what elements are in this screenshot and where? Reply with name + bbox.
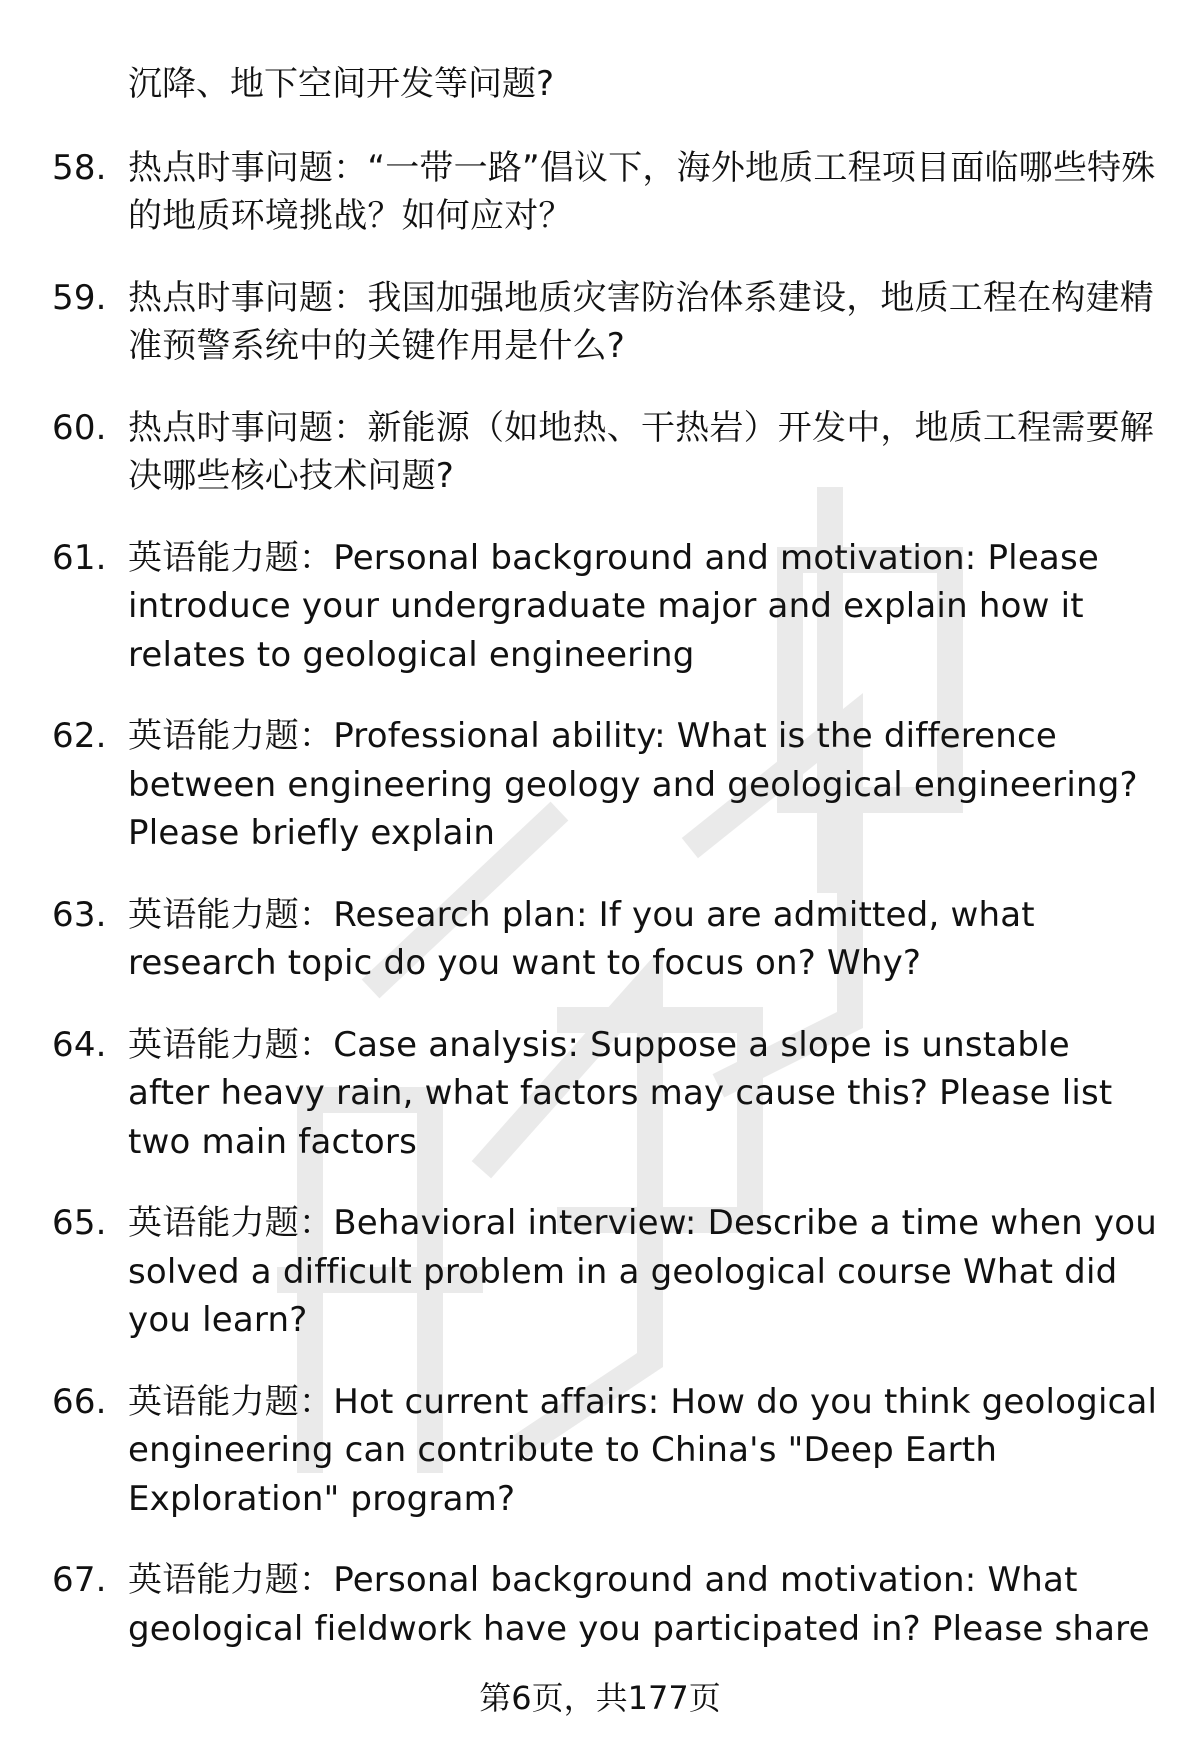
list-item <box>52 891 1162 988</box>
item-category: 英语能力题： <box>128 1024 334 1065</box>
list-item <box>52 1021 1162 1167</box>
item-number: 61. <box>52 537 107 578</box>
item-number: 58. <box>52 147 107 188</box>
item-text: 我国加强地质灾害防治体系建设，地质工程在构建精准预警系统中的关键作用是什么? <box>128 277 1155 366</box>
item-number: 59. <box>52 277 107 318</box>
list-item <box>52 1556 1162 1653</box>
item-text: Personal background and motivation: What geological fieldwork have you participated in? Please share <box>128 1560 1150 1649</box>
list-item <box>52 534 1162 680</box>
item-text: Personal background and motivation: Please introduce your undergraduate major and explain how it relates to geological engineering <box>128 537 1099 675</box>
question-list <box>52 60 1162 1653</box>
item-text: “一带一路”倡议下，海外地质工程项目面临哪些特殊的地质环境挑战？如何应对？ <box>128 147 1156 236</box>
item-category: 热点时事问题： <box>128 147 368 188</box>
list-item <box>52 404 1162 501</box>
item-category: 英语能力题： <box>128 537 334 578</box>
item-category: 英语能力题： <box>128 716 334 756</box>
item-number: 66. <box>52 1381 107 1422</box>
list-item <box>52 274 1162 371</box>
item-text: Research plan: If you are admitted, what research topic do you want to focus on? Why? <box>128 894 1035 983</box>
list-item <box>52 1378 1162 1524</box>
list-item <box>52 144 1162 241</box>
page-number-footer: 第6页，共177页 <box>479 1679 721 1717</box>
item-category: 英语能力题： <box>128 1381 334 1422</box>
item-category: 热点时事问题： <box>128 407 368 448</box>
item-text: Professional ability: What is the difference between engineering geology and geological engineering? Please briefly explain <box>128 716 1138 853</box>
item-number: 60. <box>52 407 107 448</box>
list-item <box>52 1199 1162 1345</box>
item-number: 63. <box>52 894 107 935</box>
list-item <box>52 712 1162 858</box>
item-category: 英语能力题： <box>128 1203 334 1243</box>
item-text: Behavioral interview: Describe a time when you solved a difficult problem in a geological course What did you learn? <box>128 1203 1157 1340</box>
item-number: 62. <box>52 716 107 756</box>
item-text: 新能源（如地热、干热岩）开发中，地质工程需要解决哪些核心技术问题? <box>128 407 1155 496</box>
item-text: Case analysis: Suppose a slope is unstable after heavy rain, what factors may cause this? Please list two main factors <box>128 1024 1113 1162</box>
item-category: 热点时事问题： <box>128 277 368 318</box>
item-number: 64. <box>52 1024 107 1065</box>
item-category: 英语能力题： <box>128 1560 334 1600</box>
item-number: 67. <box>52 1560 107 1600</box>
item-number: 65. <box>52 1203 107 1243</box>
item-category: 英语能力题： <box>128 894 334 935</box>
item-text: Hot current affairs: How do you think geological engineering can contribute to China's "Deep Earth Exploration" program? <box>128 1381 1158 1519</box>
continued-question-text: 沉降、地下空间开发等问题? <box>128 64 555 104</box>
